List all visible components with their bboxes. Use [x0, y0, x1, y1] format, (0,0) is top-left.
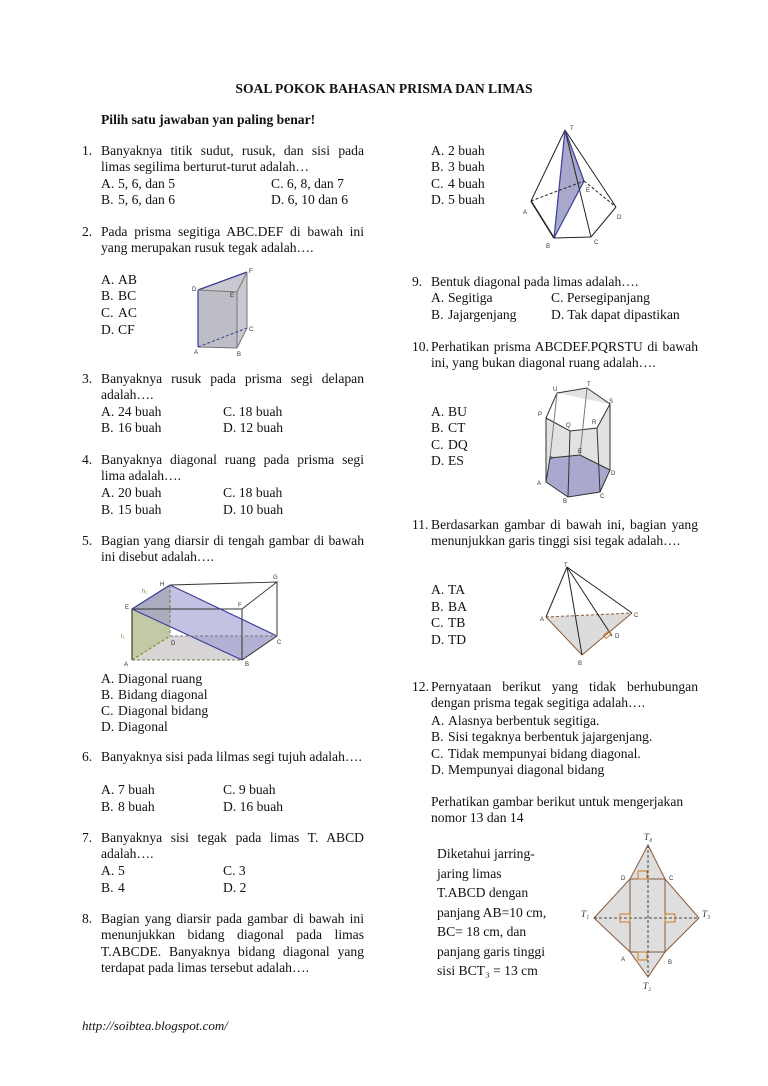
pyramid-net-figure [581, 832, 710, 991]
vertex-label: R [592, 420, 597, 426]
triangular-pyramid-figure [540, 563, 639, 667]
given-box [437, 844, 546, 981]
option-a[interactable]: Alasnya berbentuk segitiga. [448, 713, 600, 728]
option-letter: A. [101, 782, 115, 797]
question-11 [412, 517, 698, 647]
option-letter: B. [431, 599, 444, 614]
option-letter: A. [101, 863, 115, 878]
option-d[interactable]: Tak dapat dipastikan [567, 307, 680, 322]
option-b[interactable]: Sisi tegaknya berbentuk jajargenjang. [448, 729, 653, 744]
option-letter: D. [223, 502, 237, 517]
question-number: 3. [82, 371, 93, 386]
vertex-label: B [546, 244, 551, 250]
option-d[interactable]: CF [118, 322, 135, 337]
question-number: 11. [412, 517, 429, 532]
vertex-label: C [600, 494, 605, 500]
option-letter: C. [551, 290, 564, 305]
option-d[interactable]: 5 buah [448, 192, 485, 207]
option-c[interactable]: Tidak mempunyai bidang diagonal. [448, 746, 641, 761]
option-c[interactable]: 3 [238, 863, 246, 878]
option-c[interactable]: 18 buah [238, 404, 283, 419]
option-letter: C. [223, 782, 236, 797]
option-d[interactable]: TD [448, 632, 467, 647]
option-letter: D. [223, 420, 237, 435]
vertex-label: U [553, 387, 558, 393]
vertex-label: B [668, 960, 673, 966]
vertex-label: C [594, 240, 599, 246]
option-c[interactable]: 9 buah [238, 782, 276, 797]
question-text: Perhatikan prisma ABCDEF.PQRSTU di bawah ini, yang bukan diagonal ruang adalah…. [431, 339, 698, 371]
question-number: 4. [82, 452, 93, 467]
vertex-label: A [621, 957, 626, 963]
option-a[interactable]: 5 [118, 863, 125, 878]
vertex-label: E [230, 293, 235, 299]
option-d[interactable]: 16 buah [239, 799, 284, 814]
question-text: Banyaknya rusuk pada prisma segi delapan adalah…. [101, 371, 364, 403]
question-text: Berdasarkan gambar di bawah ini, bagian yang menunjukkan garis tinggi sisi tegak adalah…. [431, 517, 698, 549]
option-letter: D. [101, 322, 115, 337]
vertex-label: A [523, 210, 528, 216]
option-d[interactable]: ES [448, 453, 464, 468]
option-b[interactable]: 3 buah [448, 159, 485, 174]
option-d[interactable]: 2 [239, 880, 247, 895]
instruction: Pilih satu jawaban yan paling benar! [101, 112, 316, 127]
option-letter: D. [551, 307, 565, 322]
option-letter: B. [101, 420, 114, 435]
option-d[interactable]: Mempunyai diagonal bidang [448, 762, 605, 777]
option-a[interactable]: 2 buah [448, 143, 485, 158]
option-d[interactable]: Diagonal [118, 719, 168, 734]
option-c[interactable]: AC [118, 305, 137, 320]
height-label: t₁ [121, 634, 125, 640]
option-letter: B. [101, 880, 114, 895]
option-letter: D. [431, 762, 445, 777]
option-b[interactable]: 16 buah [118, 420, 162, 435]
question-9 [412, 274, 698, 322]
option-letter: A. [431, 143, 445, 158]
option-letter: C. [431, 615, 444, 630]
option-a[interactable]: TA [448, 582, 466, 597]
option-letter: C. [271, 176, 284, 191]
given-line: jaring limas [437, 865, 502, 881]
option-b[interactable]: 5, 6, dan 6 [118, 192, 176, 207]
question-number: 8. [82, 911, 93, 926]
question-10 [412, 339, 698, 468]
question-number: 7. [82, 830, 93, 845]
given-line: BC= 18 cm, dan [437, 924, 527, 939]
option-a[interactable]: 5, 6, dan 5 [118, 176, 176, 191]
vertex-label: T₄ [644, 832, 653, 842]
option-c[interactable]: 4 buah [448, 176, 485, 191]
option-b[interactable]: 8 buah [118, 799, 155, 814]
option-b[interactable]: 4 [118, 880, 125, 895]
vertex-label: C [634, 613, 639, 619]
question-3 [82, 371, 364, 435]
option-a[interactable]: 20 buah [118, 485, 162, 500]
option-d[interactable]: 6, 10 dan 6 [287, 192, 349, 207]
vertex-label: D [192, 287, 197, 293]
question-text: Bagian yang diarsir pada gambar di bawah ini menunjukkan bidang diagonal pada limas T.ABCDE. Banyaknya bidang diagonal yang terdapat pada limas tersebut adalah…. [101, 911, 364, 976]
vertex-label: D [611, 471, 616, 477]
question-8 [82, 911, 364, 977]
question-number: 9. [412, 274, 423, 289]
option-letter: D. [431, 453, 445, 468]
question-4 [82, 452, 364, 517]
height-label: h₂ [142, 589, 148, 595]
question-number: 1. [82, 143, 93, 158]
option-b[interactable]: CT [448, 420, 466, 435]
question-number: 12. [412, 679, 429, 694]
given-line: sisi BCT₃ = 13 cm [437, 963, 538, 978]
vertex-label: A [537, 481, 542, 487]
option-letter: C. [101, 305, 114, 320]
question-text: Bagian yang diarsir di tengah gambar di bawah ini disebut adalah…. [101, 533, 364, 565]
option-a[interactable]: Segitiga [448, 290, 493, 305]
option-letter: B. [431, 159, 444, 174]
option-letter: A. [431, 404, 445, 419]
vertex-label: E [578, 449, 583, 455]
vertex-label: D [617, 215, 622, 221]
vertex-label: P [538, 412, 543, 418]
option-letter: C. [223, 863, 236, 878]
page-title: SOAL POKOK BAHASAN PRISMA DAN LIMAS [235, 81, 533, 96]
option-letter: A. [101, 272, 115, 287]
option-letter: D. [271, 192, 285, 207]
given-line: Diketahui jarring- [437, 846, 535, 861]
vertex-label: E [586, 188, 591, 194]
vertex-label: D [615, 634, 620, 640]
option-letter: A. [431, 290, 445, 305]
vertex-label: T₃ [702, 909, 711, 919]
question-text: Pernyataan berikut yang tidak berhubungan dengan prisma tegak segitiga adalah…. [431, 679, 698, 711]
option-letter: A. [431, 713, 445, 728]
question-6 [82, 749, 364, 814]
option-letter: B. [101, 288, 114, 303]
option-letter: C. [223, 485, 236, 500]
option-d[interactable]: 12 buah [239, 420, 284, 435]
option-b[interactable]: Jajargenjang [448, 307, 517, 322]
option-b[interactable]: 15 buah [118, 502, 162, 517]
vertex-label: D [171, 641, 176, 647]
option-c[interactable]: Persegipanjang [566, 290, 650, 305]
vertex-label: A [540, 617, 545, 623]
option-c[interactable]: DQ [448, 437, 468, 452]
question-text: Pada prisma segitiga ABC.DEF di bawah ini yang merupakan rusuk tegak adalah…. [101, 224, 364, 256]
vertex-label: D [621, 876, 626, 882]
option-letter: A. [431, 582, 445, 597]
vertex-label: G [273, 575, 278, 581]
option-a[interactable]: AB [118, 272, 137, 287]
option-letter: A. [101, 176, 115, 191]
question-text: Bentuk diagonal pada limas adalah…. [431, 274, 639, 289]
option-letter: B. [101, 687, 114, 702]
option-letter: B. [101, 799, 114, 814]
vertex-label: B [578, 661, 583, 667]
option-letter: B. [101, 192, 114, 207]
vertex-label: T [587, 382, 591, 388]
vertex-label: T₁ [581, 909, 590, 919]
option-b[interactable]: BC [118, 288, 137, 303]
option-letter: D. [431, 632, 445, 647]
footer-url[interactable]: http://soibtea.blogspot.com/ [82, 1018, 228, 1033]
option-letter: C. [431, 437, 444, 452]
option-letter: B. [101, 502, 114, 517]
option-letter: C. [223, 404, 236, 419]
option-b[interactable]: Bidang diagonal [118, 687, 208, 702]
option-letter: B. [431, 729, 444, 744]
option-letter: D. [431, 192, 445, 207]
option-c[interactable]: 6, 8, dan 7 [286, 176, 344, 191]
question-number: 2. [82, 224, 93, 239]
option-letter: D. [223, 880, 237, 895]
option-letter: C. [431, 176, 444, 191]
option-letter: D. [101, 719, 115, 734]
pentagonal-pyramid-figure [523, 126, 622, 250]
option-letter: C. [431, 746, 444, 761]
vertex-label: B [237, 352, 242, 358]
vertex-label: B [245, 662, 250, 668]
option-a[interactable]: 24 buah [118, 404, 162, 419]
vertex-label: A [124, 662, 129, 668]
given-line: panjang AB=10 cm, [437, 904, 547, 920]
option-a[interactable]: Diagonal ruang [118, 671, 203, 686]
question-text: Banyaknya titik sudut, rusuk, dan sisi pada limas segilima berturut-turut adalah… [101, 143, 364, 175]
question-12 [412, 679, 698, 777]
option-b[interactable]: BA [448, 599, 467, 614]
vertex-label: T [564, 563, 568, 569]
vertex-label: C [669, 876, 674, 882]
vertex-label: F [238, 603, 242, 609]
question-text: Banyaknya sisi pada lilmas segi tujuh adalah…. [101, 749, 362, 764]
question-7 [82, 830, 364, 895]
vertex-label: C [249, 327, 254, 333]
vertex-label: T [570, 126, 574, 132]
question-text: Banyaknya diagonal ruang pada prisma segi lima adalah…. [101, 452, 364, 484]
option-c[interactable]: TB [448, 615, 466, 630]
option-letter: A. [101, 404, 115, 419]
question-text: Banyaknya sisi tegak pada limas T. ABCD adalah…. [101, 830, 364, 862]
given-line: panjang garis tinggi [437, 943, 545, 959]
vertex-label: S [609, 399, 614, 405]
option-letter: D. [223, 799, 237, 814]
option-d[interactable]: 10 buah [239, 502, 284, 517]
prism-diagonal-plane-figure [121, 575, 282, 668]
vertex-label: Q [566, 423, 571, 429]
option-a[interactable]: BU [448, 404, 467, 419]
option-c[interactable]: 18 buah [238, 485, 283, 500]
vertex-label: T₂ [643, 981, 652, 991]
option-c[interactable]: Diagonal bidang [118, 703, 209, 718]
vertex-label: H [160, 582, 165, 588]
question-number: 10. [412, 339, 429, 354]
option-letter: C. [101, 703, 114, 718]
vertex-label: C [277, 640, 282, 646]
option-a[interactable]: 7 buah [118, 782, 155, 797]
hexagonal-prism-figure [537, 382, 616, 505]
vertex-label: A [194, 350, 199, 356]
given-line: T.ABCD dengan [437, 885, 529, 900]
option-letter: B. [431, 420, 444, 435]
note-13-14: Perhatikan gambar berikut untuk mengerjakan nomor 13 dan 14 [431, 794, 684, 826]
vertex-label: F [549, 457, 553, 463]
option-letter: A. [101, 485, 115, 500]
option-letter: B. [431, 307, 444, 322]
vertex-label: B [563, 499, 568, 505]
question-number: 5. [82, 533, 93, 548]
question-number: 6. [82, 749, 93, 764]
vertex-label: E [125, 605, 130, 611]
vertex-label: F [249, 269, 253, 275]
prism-abc-def-figure [192, 269, 254, 358]
option-letter: A. [101, 671, 115, 686]
